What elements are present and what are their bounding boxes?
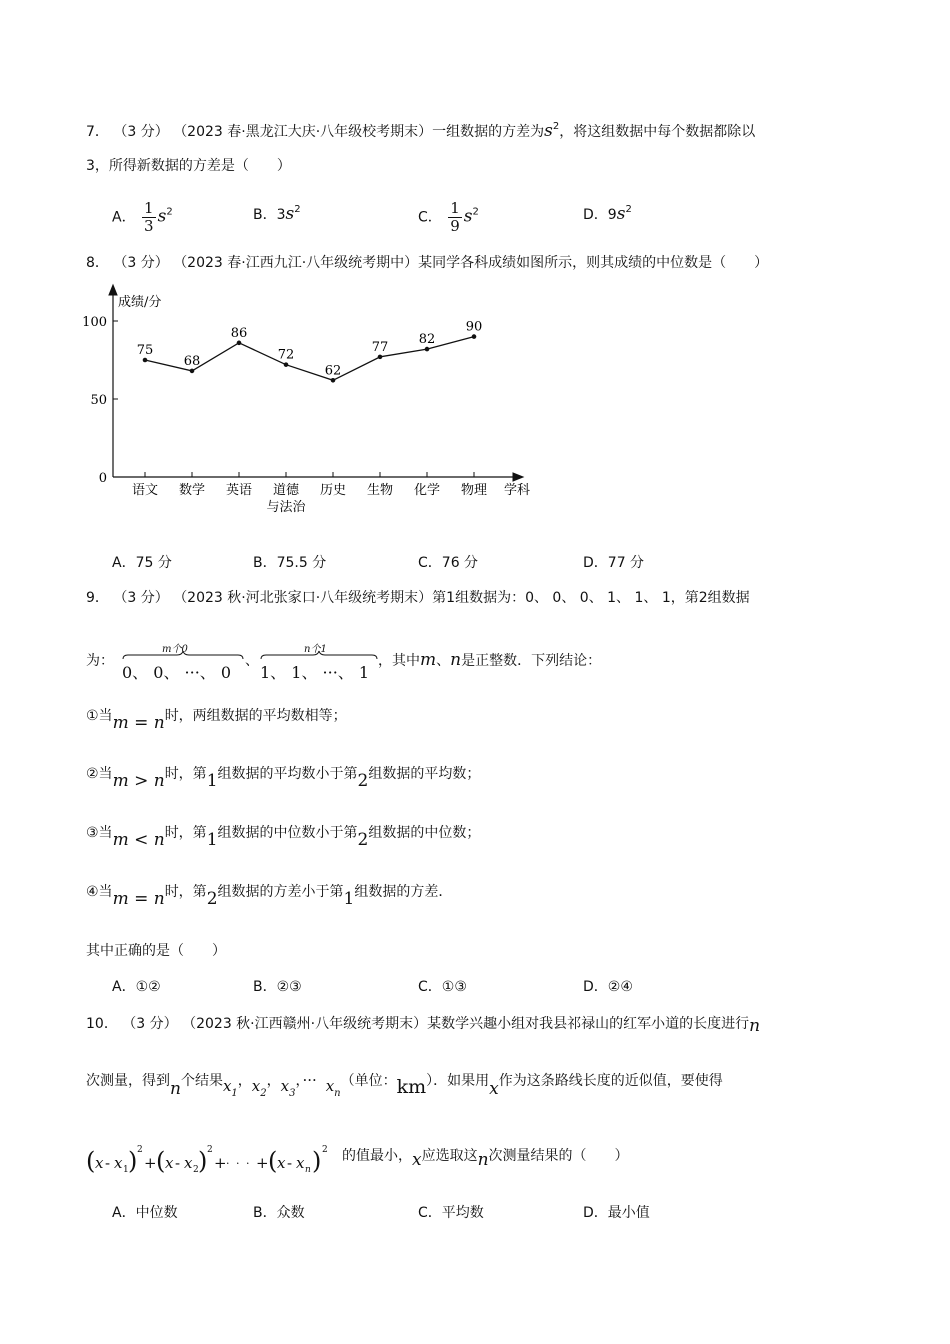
option-label: D． xyxy=(583,1205,608,1221)
y-tick-label: 100 xyxy=(82,315,107,330)
q10-source: （2023 秋·江西赣州·八年级统考期末） xyxy=(182,1016,428,1032)
option-exp: 2 xyxy=(294,204,301,215)
x-tick-label: 数学 xyxy=(178,483,206,498)
q10-text: 某数学兴趣小组对我县祁禄山的红军小道的长度进行 xyxy=(427,1016,750,1032)
option-label: C． xyxy=(418,209,442,226)
q9-text: 第1组数据为：0、 0、 0、 1、 1、 1，第2组数据 xyxy=(432,590,750,606)
q8-text: 某同学各科成绩如图所示，则其成绩的中位数是（ ） xyxy=(418,255,769,271)
option-text: 平均数 xyxy=(441,1205,484,1221)
option-var: s xyxy=(463,206,473,227)
svg-text:2: 2 xyxy=(322,1145,328,1155)
option-label: B． xyxy=(253,979,277,995)
x-axis-label: 学科 xyxy=(504,483,531,498)
q7-text-b: ，将这组数据中每个数据都除以 xyxy=(559,124,756,140)
svg-text:2: 2 xyxy=(193,1165,199,1175)
svg-text:1: 1 xyxy=(123,1165,129,1175)
sum-of-squares-formula xyxy=(86,1140,342,1180)
data-point xyxy=(425,347,430,352)
svg-text:·: · xyxy=(236,1157,240,1170)
statement-lead: ④当 xyxy=(86,884,113,900)
brace-content: 0、 0、 ···、 0 xyxy=(122,663,232,682)
q9-line2-prefix: 为： xyxy=(86,653,114,669)
data-label: 77 xyxy=(371,339,389,355)
var-m: m xyxy=(420,650,437,670)
q9-option-b[interactable] xyxy=(253,977,302,997)
q8-option-a[interactable] xyxy=(112,553,172,573)
q7-option-c[interactable] xyxy=(418,200,479,235)
option-label: B． xyxy=(253,1205,277,1221)
q9-option-d[interactable] xyxy=(583,977,633,997)
statement-text: 时，两组数据的平均数相等； xyxy=(164,708,347,724)
svg-text:+: + xyxy=(256,1154,269,1172)
q10-text-d: 应选取这 xyxy=(421,1148,478,1164)
q8-source: （2023 春·江西九江·八年级统考期中） xyxy=(173,255,419,271)
svg-text:x: x xyxy=(277,1154,286,1172)
q7-variance-var: s xyxy=(544,121,553,141)
option-label: A． xyxy=(112,979,136,995)
svg-text:(: ( xyxy=(86,1147,96,1175)
option-text: ②③ xyxy=(276,979,302,995)
svg-text:n: n xyxy=(305,1165,311,1175)
option-text: 76 分 xyxy=(441,555,479,571)
option-text: ①② xyxy=(135,979,161,995)
x1: $x_1$ xyxy=(222,1077,238,1099)
statement-text: 时，第 xyxy=(164,766,207,782)
q10-option-b[interactable] xyxy=(253,1203,305,1223)
fraction xyxy=(448,200,462,235)
x-tick-label: 物理 xyxy=(460,483,488,498)
data-point xyxy=(472,334,477,339)
svg-text:x: x xyxy=(296,1154,305,1172)
formula-tail: 的值最小， xyxy=(342,1148,412,1164)
statement-text: 时，第 xyxy=(164,884,207,900)
q10-text-a: 次测量，得到 xyxy=(86,1073,170,1089)
data-label: 72 xyxy=(277,347,295,363)
x-tick-label: 道德与法治 xyxy=(266,483,306,515)
option-label: A． xyxy=(112,1205,136,1221)
data-label: 90 xyxy=(465,319,483,335)
statement-text: 组数据的方差． xyxy=(354,884,453,900)
data-point xyxy=(284,362,289,367)
q8-option-b[interactable] xyxy=(253,553,326,573)
x3: $x_3$ xyxy=(280,1077,296,1099)
x-tick-label: 历史 xyxy=(319,483,347,498)
option-text: 最小值 xyxy=(607,1205,650,1221)
q9-dun: 、 xyxy=(436,653,451,669)
option-label: D． xyxy=(583,555,608,571)
q9-question: 其中正确的是（ ） xyxy=(86,943,226,959)
x-tick-label: 语文 xyxy=(131,483,159,498)
svg-text:·: · xyxy=(246,1157,250,1170)
x-tick-label: 生物 xyxy=(366,483,394,498)
q7-option-b[interactable] xyxy=(253,200,301,225)
option-label: A． xyxy=(112,209,136,226)
var-x: x xyxy=(489,1079,499,1099)
group-number: 2 xyxy=(206,889,218,909)
data-point xyxy=(143,358,148,363)
q7-text-a: 一组数据的方差为 xyxy=(432,124,545,140)
q8-option-d[interactable] xyxy=(583,553,644,573)
svg-text:x: x xyxy=(165,1154,174,1172)
q7-variance-exp: 2 xyxy=(552,121,560,132)
q9-source: （2023 秋·河北张家口·八年级统考期末） xyxy=(173,590,433,606)
option-var: s xyxy=(616,204,626,224)
brace-label: n个1 xyxy=(304,644,327,655)
q8-number: 8． xyxy=(86,255,109,271)
option-text: 75 分 xyxy=(135,555,172,571)
statement-text: 时，第 xyxy=(164,825,207,841)
q10-line1 xyxy=(86,1013,760,1034)
option-label: C． xyxy=(418,979,442,995)
option-text: 75.5 分 xyxy=(276,555,327,571)
q9-statement-2 xyxy=(86,761,481,791)
q9-option-c[interactable] xyxy=(418,977,467,997)
option-exp: 2 xyxy=(472,206,479,218)
svg-text:+: + xyxy=(214,1154,227,1172)
svg-text:): ) xyxy=(198,1147,208,1175)
data-point xyxy=(237,341,242,346)
q10-score: （3 分） xyxy=(122,1016,178,1032)
q10-line2: 次测量，得到n个结果$x_1$，$x_2$，$x_3$，··· $x_n$（单位：km）．如果用x作为这条路线长度的近似值，要使得 xyxy=(86,1071,723,1099)
statement-condition: m > n xyxy=(112,771,165,791)
statement-text: 组数据的平均数小于第 xyxy=(217,766,358,782)
option-var: s xyxy=(157,206,167,227)
q9-statement-3 xyxy=(86,820,481,850)
var-n: n xyxy=(749,1016,761,1036)
option-exp: 2 xyxy=(625,204,632,215)
option-label: B． xyxy=(253,207,277,223)
svg-text:2: 2 xyxy=(207,1145,213,1155)
option-var: s xyxy=(285,204,295,224)
overbrace-icon xyxy=(260,650,378,660)
svg-text:): ) xyxy=(312,1147,322,1175)
q10-option-a[interactable] xyxy=(112,1203,178,1223)
svg-text:2: 2 xyxy=(137,1145,143,1155)
q9-brace-group-1 xyxy=(122,638,244,682)
q8-option-c[interactable] xyxy=(418,553,478,573)
q9-sep: 、 xyxy=(245,653,259,669)
svg-text:-: - xyxy=(105,1154,111,1172)
data-label: 86 xyxy=(230,325,248,341)
option-text: ①③ xyxy=(441,979,467,995)
q10-line3-text xyxy=(342,1145,629,1170)
data-label: 68 xyxy=(183,353,201,369)
statement-text: 组数据的中位数； xyxy=(368,825,481,841)
x2: $x_2$ xyxy=(251,1077,267,1099)
q9-line2-suffix: 是正整数．下列结论： xyxy=(461,653,602,669)
data-label: 82 xyxy=(418,332,436,348)
q7-line2: 3，所得新数据的方差是（ ） xyxy=(86,158,291,174)
y-axis-label: 成绩/分 xyxy=(118,295,162,310)
fraction xyxy=(142,200,156,235)
q10-number: 10． xyxy=(86,1016,118,1032)
unit-km: km xyxy=(396,1076,427,1098)
svg-text:): ) xyxy=(128,1147,138,1175)
q9-brace-group-2 xyxy=(260,638,378,682)
option-label: C． xyxy=(418,555,442,571)
svg-text:·: · xyxy=(226,1157,230,1170)
option-label: D． xyxy=(583,979,608,995)
numerator: 1 xyxy=(450,199,460,217)
brace-content: 1、 1、 ···、 1 xyxy=(260,663,370,682)
q9-line2-rest xyxy=(378,650,601,670)
q9-option-a[interactable] xyxy=(112,977,161,997)
var-n: n xyxy=(170,1079,181,1099)
statement-text: 组数据的平均数； xyxy=(368,766,481,782)
group-number: 2 xyxy=(357,771,369,791)
y-tick-label: 0 xyxy=(98,471,107,486)
var-x: x xyxy=(412,1150,422,1170)
data-point xyxy=(190,369,195,374)
x-tick-label: 化学 xyxy=(413,483,441,498)
group-number: 1 xyxy=(206,830,218,850)
denominator: 3 xyxy=(144,217,154,235)
option-label: D． xyxy=(583,207,608,223)
q9-statement-1 xyxy=(86,703,347,733)
data-point xyxy=(331,378,336,383)
unit-open: （单位： xyxy=(340,1073,397,1089)
option-text: 77 分 xyxy=(607,555,645,571)
q9-score: （3 分） xyxy=(113,590,169,606)
group-number: 2 xyxy=(357,830,369,850)
data-label: 62 xyxy=(324,363,342,379)
option-text: 中位数 xyxy=(135,1205,178,1221)
statement-lead: ②当 xyxy=(86,766,113,782)
q7-line1 xyxy=(86,117,755,142)
q9-line2-mid: ，其中 xyxy=(378,653,420,669)
statement-condition: m < n xyxy=(112,830,165,850)
option-text: ②④ xyxy=(607,979,633,995)
x-tick-label: 英语 xyxy=(225,483,253,498)
q8-score: （3 分） xyxy=(113,255,169,271)
statement-text: 组数据的方差小于第 xyxy=(217,884,344,900)
group-number: 1 xyxy=(206,771,218,791)
svg-text:-: - xyxy=(175,1154,181,1172)
statement-text: 组数据的中位数小于第 xyxy=(217,825,358,841)
option-label: C． xyxy=(418,1205,442,1221)
ellipsis: ··· xyxy=(302,1071,317,1089)
brace-label: m个0 xyxy=(162,644,188,655)
overbrace-icon xyxy=(122,650,244,660)
q9-statement-4 xyxy=(86,879,453,909)
q8-line1 xyxy=(86,253,768,273)
option-coef: 9 xyxy=(607,207,617,223)
q7-number: 7． xyxy=(86,124,109,140)
y-tick-label: 50 xyxy=(90,393,107,408)
q9-number: 9． xyxy=(86,590,109,606)
option-label: B． xyxy=(253,555,277,571)
group-number: 1 xyxy=(343,889,355,909)
q7-source: （2023 春·黑龙江大庆·八年级校考期末） xyxy=(173,124,433,140)
data-label: 75 xyxy=(136,343,154,358)
statement-lead: ③当 xyxy=(86,825,113,841)
svg-text:+: + xyxy=(144,1154,157,1172)
data-point xyxy=(378,355,383,360)
svg-text:x: x xyxy=(184,1154,193,1172)
q10-text-c: 作为这条路线长度的近似值，要使得 xyxy=(498,1073,723,1089)
numerator: 1 xyxy=(144,199,154,217)
option-text: 众数 xyxy=(276,1205,305,1221)
q7-score: （3 分） xyxy=(113,124,169,140)
xn: $x_n$ xyxy=(325,1077,341,1099)
statement-condition: m = n xyxy=(112,713,165,733)
denominator: 9 xyxy=(450,217,460,235)
q7-option-a[interactable] xyxy=(112,200,173,235)
q7-option-d[interactable] xyxy=(583,200,632,225)
svg-text:(: ( xyxy=(156,1147,166,1175)
q10-option-d[interactable] xyxy=(583,1203,650,1223)
q10-option-c[interactable] xyxy=(418,1203,484,1223)
statement-condition: m = n xyxy=(112,889,165,909)
svg-text:-: - xyxy=(287,1154,293,1172)
statement-lead: ①当 xyxy=(86,708,113,724)
unit-close: ）．如果用 xyxy=(426,1073,490,1089)
svg-text:(: ( xyxy=(268,1147,278,1175)
svg-text:x: x xyxy=(95,1154,104,1172)
score-line-chart xyxy=(80,280,540,520)
q9-line1 xyxy=(86,588,750,608)
option-exp: 2 xyxy=(166,206,173,218)
q10-text-e: 次测量结果的（ ） xyxy=(488,1148,629,1164)
var-n: n xyxy=(450,650,462,670)
option-label: A． xyxy=(112,555,136,571)
q10-text-b: 个结果 xyxy=(180,1073,223,1089)
var-n: n xyxy=(477,1150,489,1170)
option-coef: 3 xyxy=(276,207,286,223)
svg-text:x: x xyxy=(114,1154,123,1172)
